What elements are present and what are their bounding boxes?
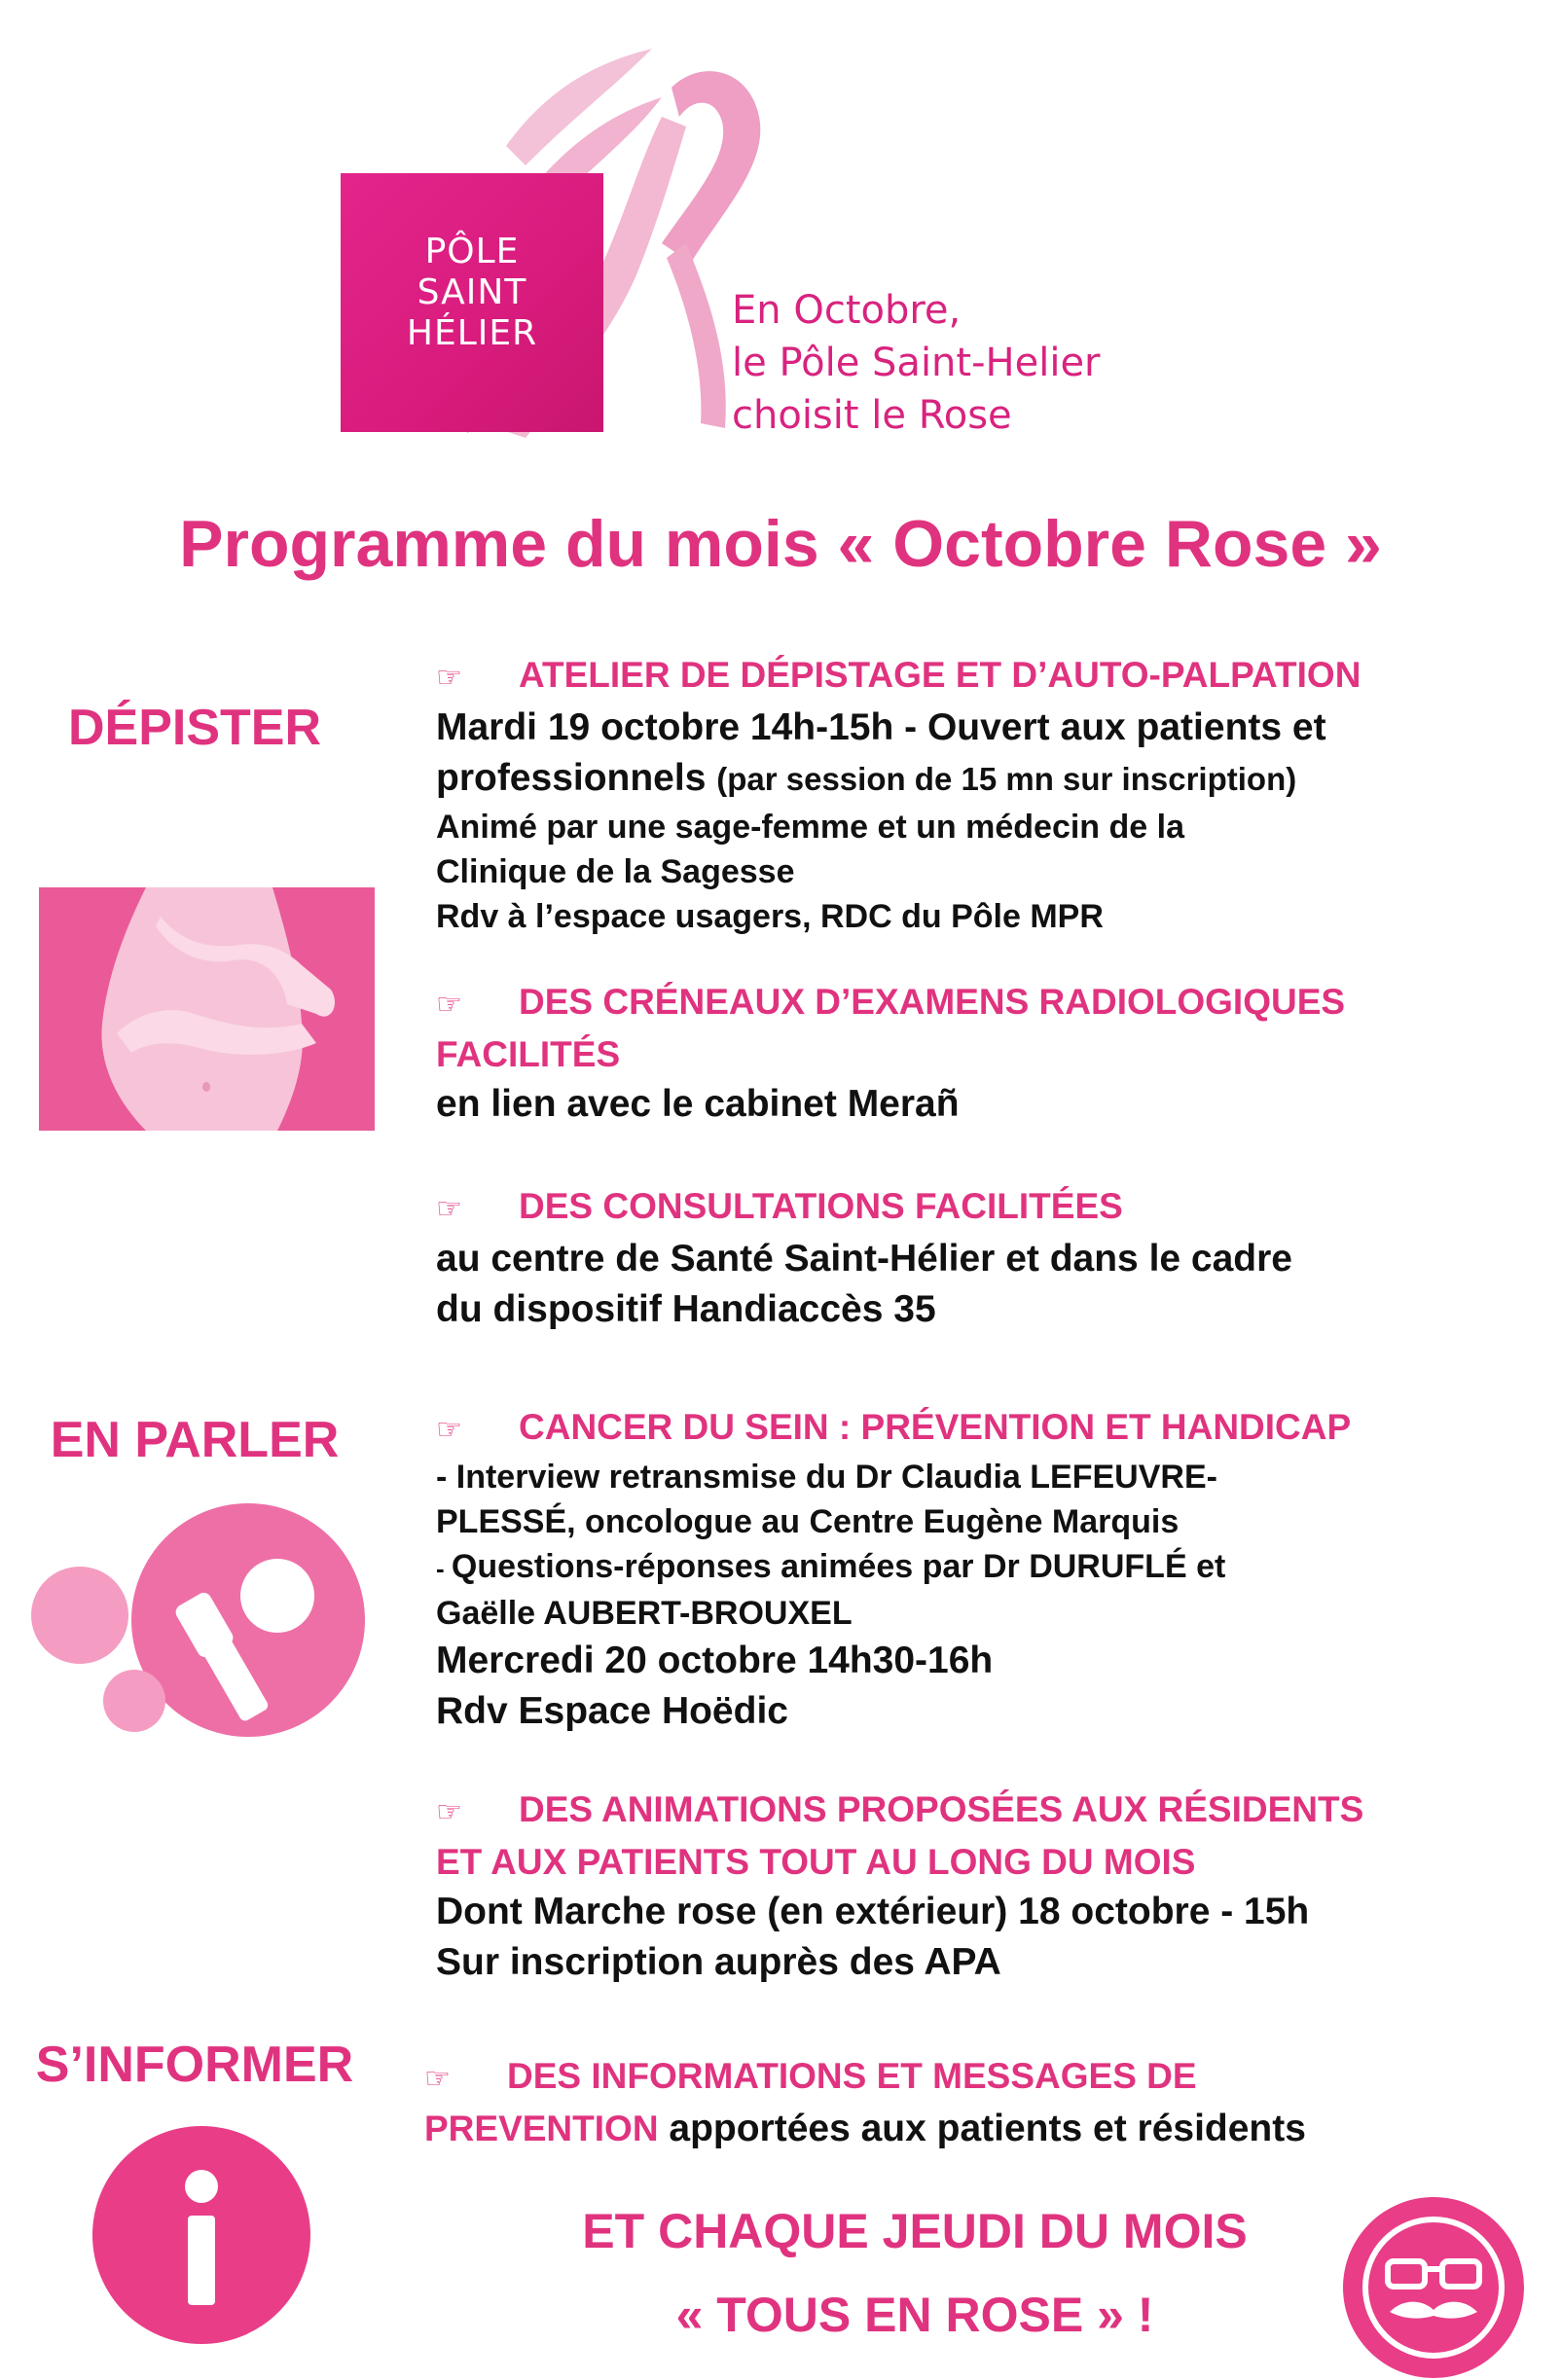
tagline-line-2: le Pôle Saint-Helier: [732, 341, 1101, 385]
cancer-line-4: Gaëlle AUBERT-BROUXEL: [436, 1595, 853, 1632]
pointing-hand-icon: ☞: [436, 989, 462, 1021]
logo-square: [341, 173, 603, 432]
animations-line-2: Sur inscription auprès des APA: [436, 1941, 1001, 1983]
pointing-hand-icon: ☞: [436, 1414, 462, 1446]
animations-line-1: Dont Marche rose (en extérieur) 18 octobre - 15h: [436, 1891, 1310, 1932]
informations-line-1: apportées aux patients et résidents: [658, 2108, 1306, 2149]
creneaux-line-1: en lien avec le cabinet Merañ: [436, 1083, 960, 1125]
tagline: [732, 284, 1101, 442]
section-en-parler: EN PARLER: [50, 1412, 340, 1468]
consultations-line-2: du dispositif Handiaccès 35: [436, 1288, 936, 1330]
item-consultations: [436, 1181, 1536, 1335]
tagline-line-3: choisit le Rose: [732, 393, 1012, 438]
atelier-line-2a: professionnels: [436, 757, 717, 799]
consultations-heading: DES CONSULTATIONS FACILITÉES: [519, 1186, 1123, 1226]
cancer-line-6: Rdv Espace Hoëdic: [436, 1690, 788, 1732]
informations-heading-2: PREVENTION: [424, 2109, 659, 2148]
cancer-line-1: - Interview retransmise du Dr Claudia LEFEUVRE-: [436, 1459, 1217, 1496]
tagline-line-1: En Octobre,: [732, 288, 962, 333]
cancer-heading: CANCER DU SEIN : PRÉVENTION ET HANDICAP: [519, 1407, 1352, 1447]
logo-line-1: PÔLE: [424, 232, 520, 271]
atelier-line-5: Rdv à l’espace usagers, RDC du Pôle MPR: [436, 898, 1104, 935]
atelier-line-4: Clinique de la Sagesse: [436, 853, 795, 890]
pointing-hand-icon: ☞: [436, 1193, 462, 1225]
footer-line-2: « TOUS EN ROSE » !: [675, 2288, 1154, 2342]
item-creneaux: [436, 977, 1536, 1130]
logo-line-3: HÉLIER: [406, 313, 538, 353]
section-s-informer: S’INFORMER: [35, 2037, 354, 2093]
pointing-hand-icon: ☞: [424, 2063, 451, 2095]
section-depister: DÉPISTER: [67, 700, 322, 756]
atelier-line-3: Animé par une sage-femme et un médecin de la: [436, 809, 1185, 846]
item-informations: [424, 2051, 1524, 2154]
atelier-line-1: Mardi 19 octobre 14h-15h - Ouvert aux patients et: [436, 706, 1326, 748]
footer: [409, 2189, 1421, 2357]
cancer-line-3b: Questions-réponses animées par Dr DURUFLÉ et: [451, 1548, 1226, 1585]
atelier-line-2b: (par session de 15 mn sur inscription): [716, 761, 1297, 797]
item-cancer: [436, 1402, 1536, 1737]
pointing-hand-icon: ☞: [436, 1796, 462, 1828]
microphone-icon: [19, 1498, 370, 1742]
consultations-line-1: au centre de Santé Saint-Hélier et dans le cadre: [436, 1238, 1292, 1280]
item-animations: [436, 1785, 1536, 1988]
creneaux-heading-1: DES CRÉNEAUX D’EXAMENS RADIOLOGIQUES: [519, 982, 1346, 1022]
cancer-line-2: PLESSÉ, oncologue au Centre Eugène Marquis: [436, 1503, 1180, 1540]
creneaux-heading-2: FACILITÉS: [436, 1034, 621, 1074]
pointing-hand-icon: ☞: [436, 662, 462, 694]
cancer-line-5: Mercredi 20 octobre 14h30-16h: [436, 1640, 994, 1681]
info-icon: [92, 2126, 311, 2345]
item-atelier: [436, 650, 1536, 939]
cancer-line-3a: -: [436, 1554, 452, 1583]
atelier-heading: ATELIER DE DÉPISTAGE ET D’AUTO-PALPATION: [519, 655, 1361, 695]
animations-heading-1: DES ANIMATIONS PROPOSÉES AUX RÉSIDENTS: [519, 1789, 1364, 1829]
informations-heading-1: DES INFORMATIONS ET MESSAGES DE: [507, 2056, 1197, 2096]
footer-line-1: ET CHAQUE JEUDI DU MOIS: [582, 2204, 1248, 2258]
logo-line-2: SAINT: [417, 272, 527, 312]
animations-heading-2: ET AUX PATIENTS TOUT AU LONG DU MOIS: [436, 1842, 1196, 1882]
breast-self-exam-icon: [39, 887, 375, 1131]
page-title: Programme du mois « Octobre Rose »: [179, 507, 1382, 581]
